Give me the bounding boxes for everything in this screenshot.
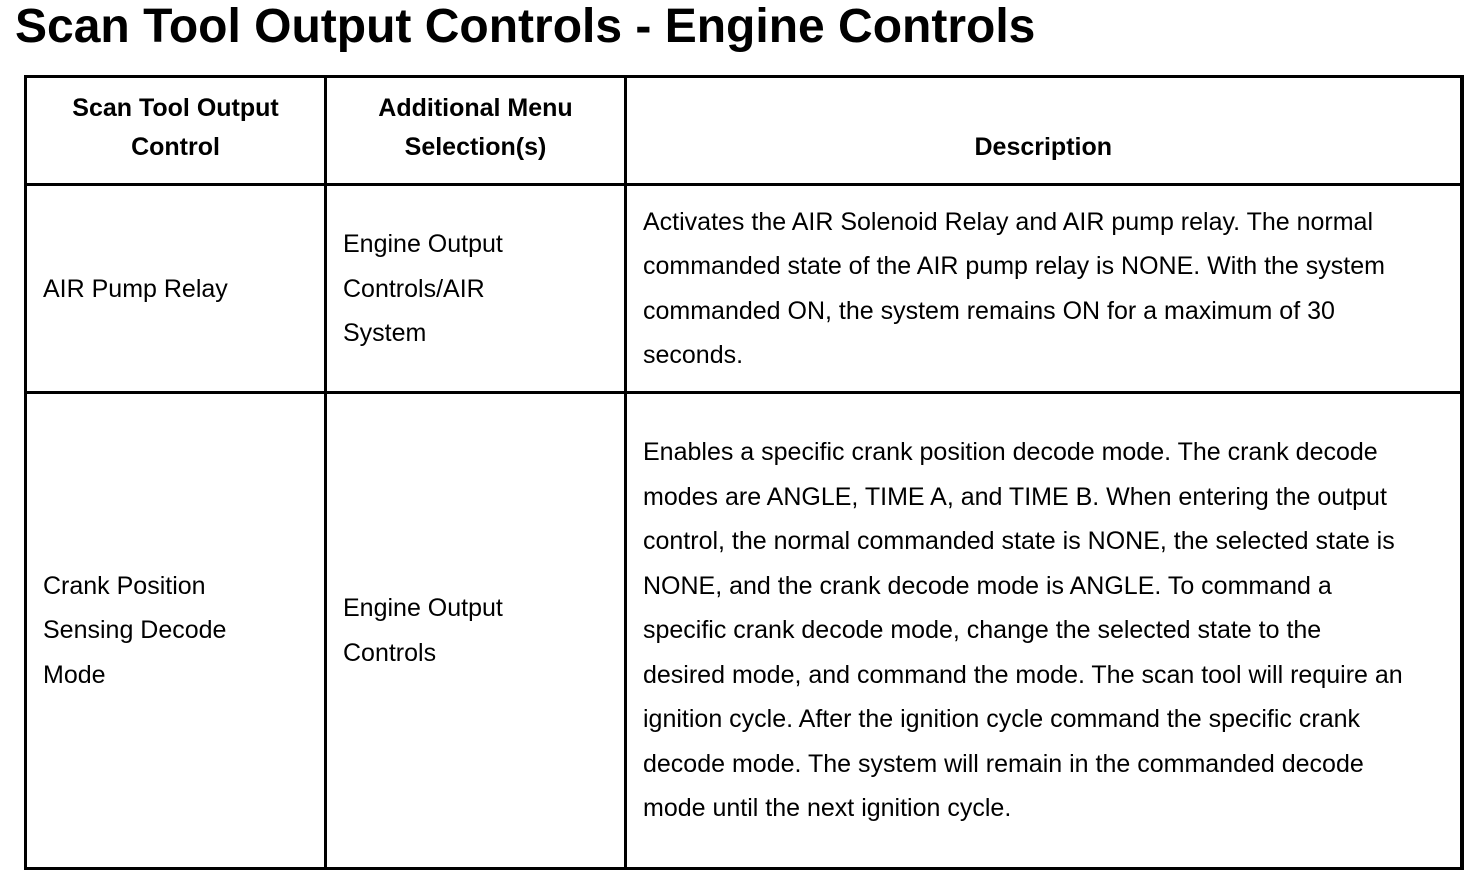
table-header-row	[26, 77, 1462, 185]
output-controls-table	[24, 75, 1464, 870]
cell-output-control: Crank Position Sensing Decode Mode	[26, 393, 326, 869]
cell-menu-selection: Engine Output Controls/AIR System	[326, 185, 626, 393]
cell-output-control: AIR Pump Relay	[26, 185, 326, 393]
header-menu-selection: Additional Menu Selection(s)	[326, 77, 626, 185]
cell-menu-selection: Engine Output Controls	[326, 393, 626, 869]
cell-description: Activates the AIR Solenoid Relay and AIR pump relay. The normal commanded state of the AIR pump relay is NONE. With the system commanded ON, the system remains ON for a maximum of 30 seconds.	[626, 185, 1462, 393]
header-output-control: Scan Tool Output Control	[26, 77, 326, 185]
cell-description: Enables a specific crank position decode mode. The crank decode modes are ANGLE, TIME A, and TIME B. When entering the output control, the normal commanded state is NONE, the selected state is NONE, and the crank decode mode is ANGLE. To command a specific crank decode mode, change the selected state to the desired mode, and command the mode. The scan tool will require an ignition cycle. After the ignition cycle command the specific crank decode mode. The system will remain in the commanded decode mode until the next ignition cycle.	[626, 393, 1462, 869]
header-description: Description	[626, 77, 1462, 185]
page-title: Scan Tool Output Controls - Engine Controls	[15, 0, 1036, 53]
table-row	[26, 393, 1462, 869]
table-row	[26, 185, 1462, 393]
